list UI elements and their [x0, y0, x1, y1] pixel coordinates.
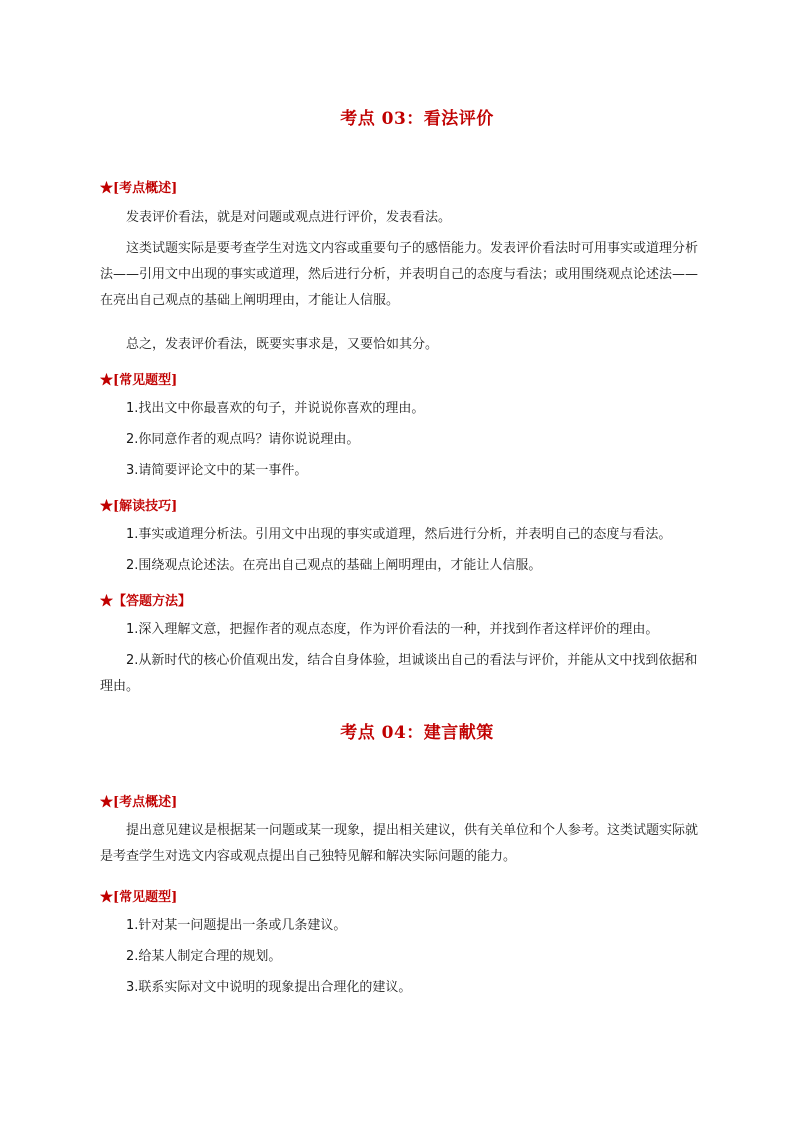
section-title-03: 考点 03：看法评价: [340, 109, 494, 129]
method-item-1: 1.深入理解文意，把握作者的观点态度，作为评价看法的一种，并找到作者这样评价的理由。: [126, 622, 659, 637]
overview-heading-2: ★[考点概述]: [100, 795, 178, 810]
types-heading: ★[常见题型]: [100, 373, 178, 388]
overview-paragraph-2: 这类试题实际是要考查学生对选文内容或重要句子的感悟能力。发表评价看法时可用事实或道理分析法——引用文中出现的事实或道理，然后进行分析，并表明自己的态度与看法；或用围绕观点论述法——在亮出自己观点的基础上阐明理由，才能让人信服。: [100, 241, 699, 308]
type-item-2: 2.你同意作者的观点吗？请你说说理由。: [126, 432, 360, 447]
overview-paragraph-1: 发表评价看法，就是对问题或观点进行评价，发表看法。: [126, 210, 452, 225]
type-item-2-2: 2.给某人制定合理的规划。: [126, 949, 282, 964]
type-item-3: 3.请简要评论文中的某一事件。: [126, 463, 308, 478]
skills-heading: ★[解读技巧]: [100, 499, 178, 514]
skill-item-1: 1.事实或道理分析法。引用文中出现的事实或道理，然后进行分析，并表明自己的态度与看法。: [126, 527, 672, 542]
type-item-1: 1.找出文中你最喜欢的句子，并说说你喜欢的理由。: [126, 401, 425, 416]
type-item-2-3: 3.联系实际对文中说明的现象提出合理化的建议。: [126, 980, 412, 995]
method-item-2: 2.从新时代的核心价值观出发，结合自身体验，坦诚谈出自己的看法与评价，并能从文中找到依据和理由。: [100, 653, 698, 694]
types-heading-2: ★[常见题型]: [100, 890, 178, 905]
overview-heading: ★[考点概述]: [100, 181, 178, 196]
skill-item-2: 2.围绕观点论述法。在亮出自己观点的基础上阐明理由，才能让人信服。: [126, 558, 542, 573]
section-title-04: 考点 04：建言献策: [340, 723, 494, 743]
methods-heading: ★【答题方法】: [100, 594, 192, 609]
type-item-2-1: 1.针对某一问题提出一条或几条建议。: [126, 918, 347, 933]
overview-paragraph-2-1: 提出意见建议是根据某一问题或某一现象，提出相关建议，供有关单位和个人参考。这类试题实际就是考查学生对选文内容或观点提出自己独特见解和解决实际问题的能力。: [100, 823, 699, 864]
overview-paragraph-3: 总之，发表评价看法，既要实事求是，又要恰如其分。: [126, 337, 439, 352]
